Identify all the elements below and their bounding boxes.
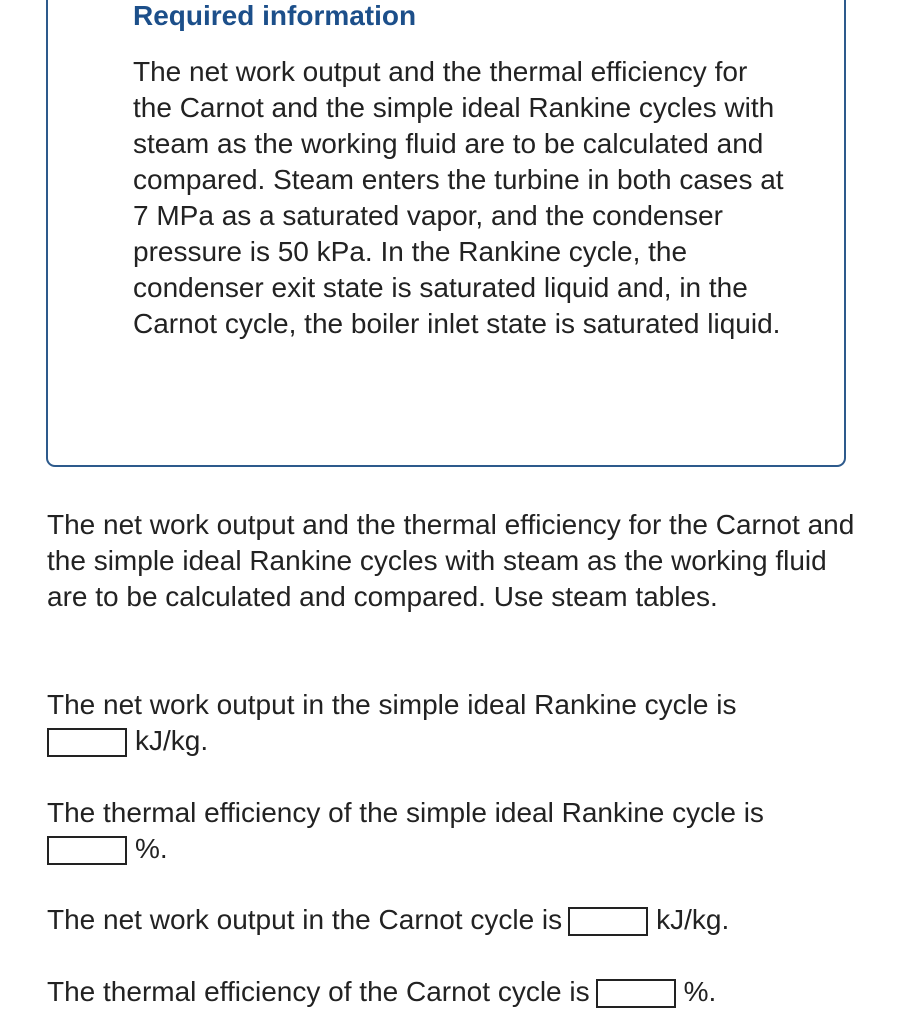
rankine-efficiency-input[interactable] xyxy=(47,836,127,865)
question-text: The thermal efficiency of the simple ideal Rankine cycle is xyxy=(47,797,764,828)
carnot-efficiency-input[interactable] xyxy=(596,979,676,1008)
question-rankine-net-work xyxy=(47,687,867,759)
unit-label: %. xyxy=(135,833,168,864)
rankine-net-work-input[interactable] xyxy=(47,728,127,757)
required-information-text: The net work output and the thermal efficiency for the Carnot and the simple ideal Rankine cycles with steam as the working fluid are to be calculated and compared. Steam enters the turbine in both cases at 7 MPa as a saturated vapor, and the condenser pressure is 50 kPa. In the Rankine cycle, the condenser exit state is saturated liquid and, in the Carnot cycle, the boiler inlet state is saturated liquid. xyxy=(133,56,784,339)
carnot-net-work-input[interactable] xyxy=(568,907,648,936)
unit-label: %. xyxy=(683,976,717,1007)
question-text: The thermal efficiency of the Carnot cycle is xyxy=(47,976,590,1007)
question-text: The net work output in the simple ideal Rankine cycle is xyxy=(47,689,737,720)
question-carnot-net-work xyxy=(47,902,877,938)
question-text: The net work output in the Carnot cycle is xyxy=(47,904,563,935)
question-rankine-efficiency xyxy=(47,795,877,867)
question-carnot-efficiency xyxy=(47,974,877,1010)
required-information-title: Required information xyxy=(133,0,417,31)
unit-label: kJ/kg. xyxy=(135,725,209,756)
unit-label: kJ/kg. xyxy=(656,904,730,935)
problem-intro: The net work output and the thermal efficiency for the Carnot and the simple ideal Rankine cycles with steam as the working fluid are to be calculated and compared. Use steam tables. xyxy=(47,509,855,612)
